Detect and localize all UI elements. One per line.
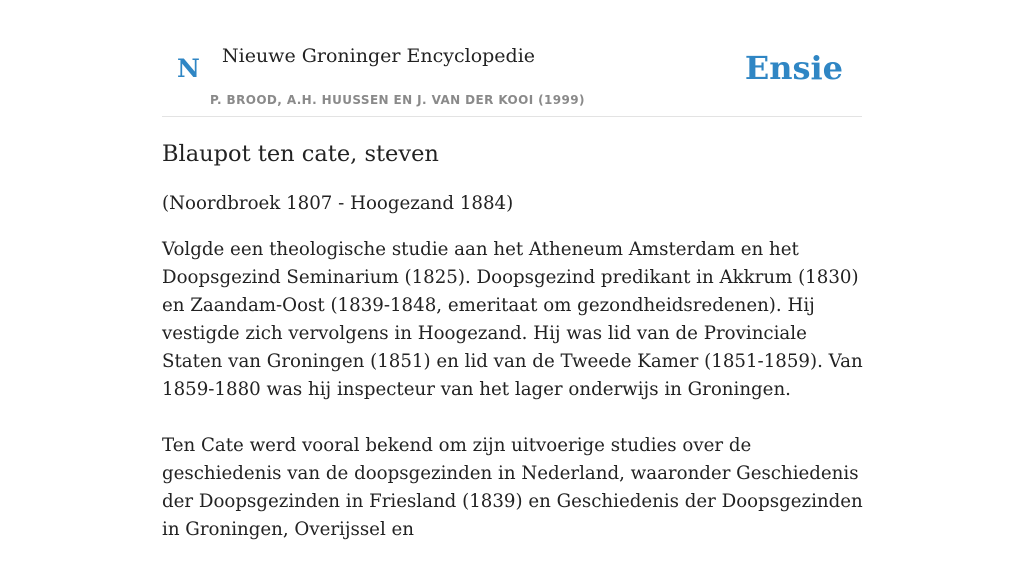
entry-subtitle: (Noordbroek 1807 - Hoogezand 1884)	[162, 193, 514, 214]
entry-paragraph: Volgde een theologische studie aan het Atheneum Amsterdam en het Doopsgezind Seminarium (1825). Doopsgezind predikant in Akkrum (1830) en Zaandam-Oost (1839-1848, emeritaat om gezondheidsredenen). Hij vestigde zich vervolgens in Hoogezand. Hij was lid van de Provinciale Staten van Groningen (1851) en lid van de Tweede Kamer (1851-1859). Van 1859-1880 was hij inspecteur van het lager onderwijs in Groningen.	[162, 239, 863, 400]
brand-logo[interactable]: Ensie	[744, 49, 843, 87]
source-authors: P. BROOD, A.H. HUUSSEN EN J. VAN DER KOOI (1999)	[210, 93, 585, 107]
source-logo[interactable]: N	[177, 54, 200, 83]
entry-paragraph: Ten Cate werd vooral bekend om zijn uitvoerige studies over de geschiedenis van de doopsgezinden in Nederland, waaronder Geschiedenis der Doopsgezinden in Friesland (1839) en Geschiedenis der Doopsgezinden in Groningen, Overijssel en	[162, 435, 863, 540]
entry-body	[162, 236, 864, 544]
source-header	[162, 0, 862, 117]
entry-content	[162, 138, 864, 572]
source-title[interactable]: Nieuwe Groninger Encyclopedie	[222, 45, 536, 67]
entry-title: Blaupot ten cate, steven	[162, 141, 439, 167]
